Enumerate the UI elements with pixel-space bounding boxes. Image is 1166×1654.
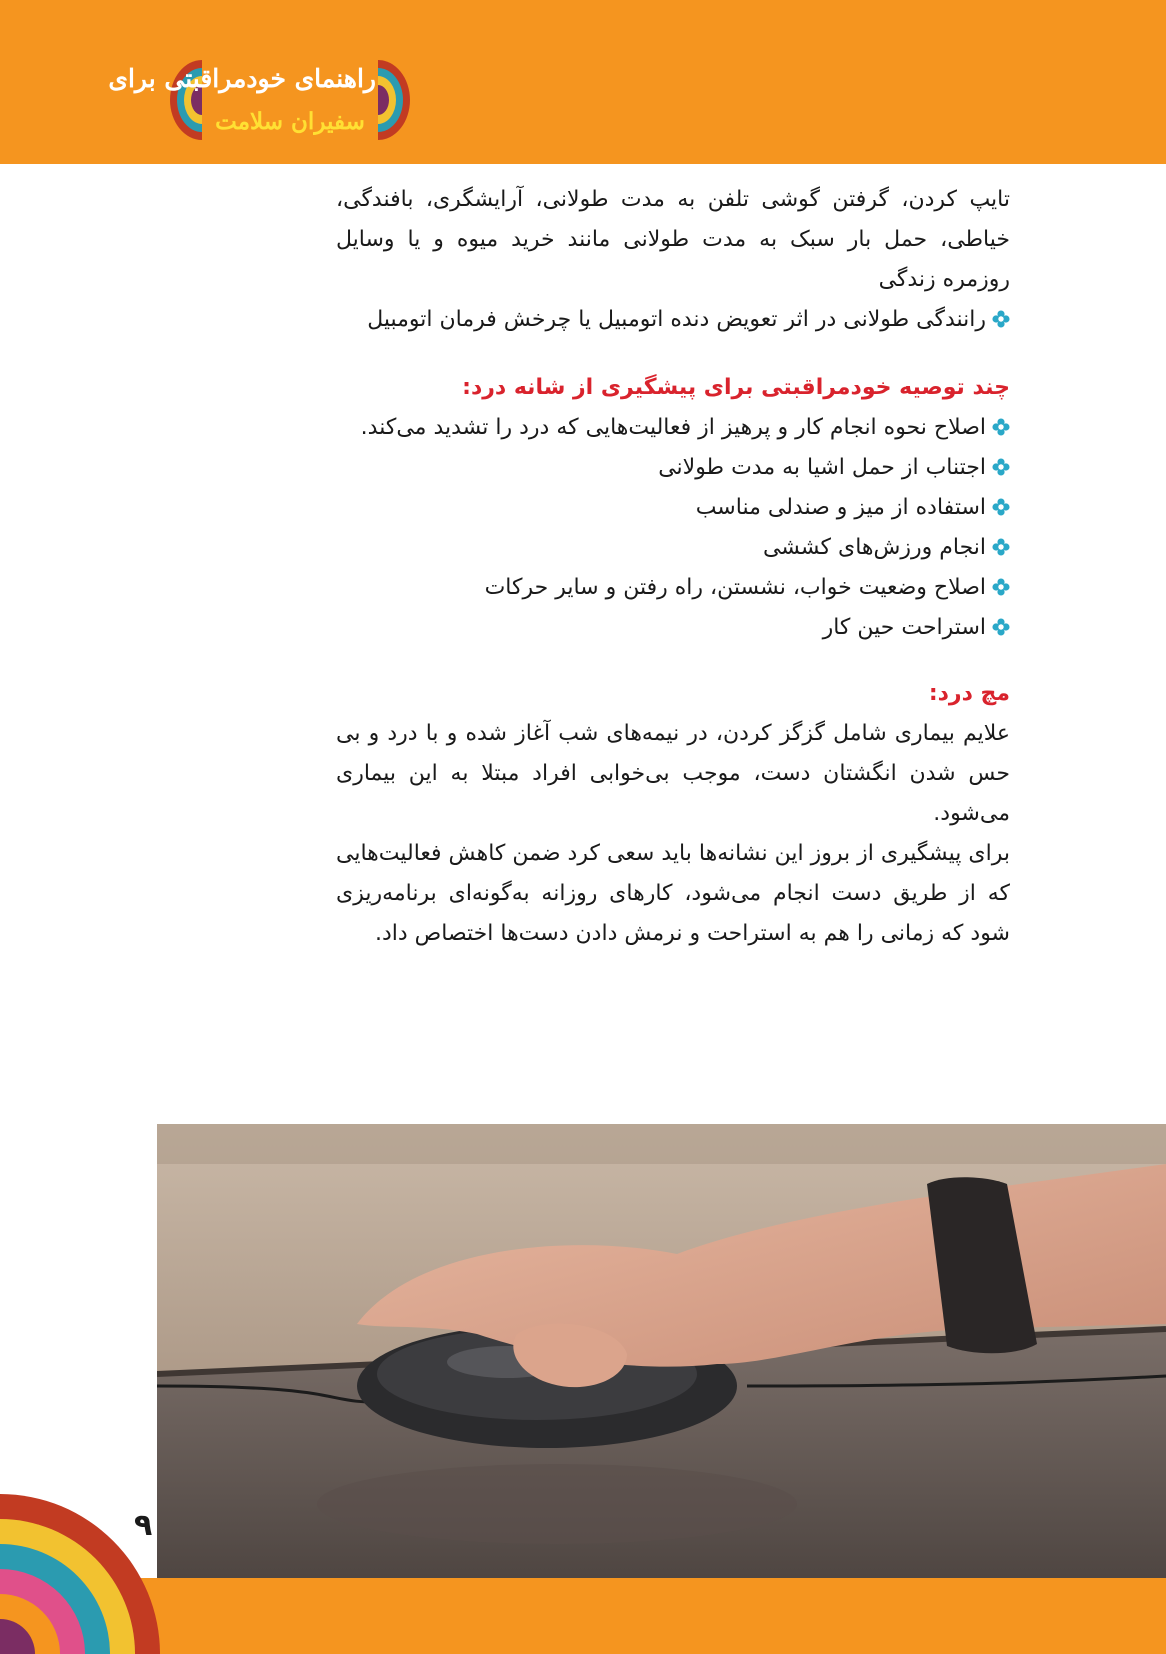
- activities-paragraph: تایپ کردن، گرفتن گوشی تلفن به مدت طولانی، آرایشگری، بافندگی، خیاطی، حمل بار سبک به مدت طولانی مانند خرید میوه و یا وسایل روزمره زندگی: [336, 187, 1010, 292]
- page-content: [336, 180, 1010, 954]
- mandala-right-icon: [378, 58, 412, 142]
- page-number: ۹: [134, 1508, 153, 1543]
- wrist-prevention-paragraph: برای پیشگیری از بروز این نشانه‌ها باید سعی کرد ضمن کاهش فعالیت‌هایی که از طریق دست انجام می‌شود، کارهای روزانه به‌گونه‌ای برنامه‌ریزی شود که زمانی را هم به استراحت و نرمش دادن دست‌ها اختصاص داد.: [336, 841, 1010, 946]
- footer-band: [0, 1578, 1166, 1654]
- list-item-text: اصلاح نحوه انجام کار و پرهیز از فعالیت‌هایی که درد را تشدید می‌کند.: [360, 415, 986, 440]
- flower-bullet-icon: [992, 418, 1010, 436]
- flower-bullet-icon: [992, 458, 1010, 476]
- list-item-text: اصلاح وضعیت خواب، نشستن، راه رفتن و سایر حرکات: [484, 575, 986, 600]
- logo-subtitle: سفیران سلامت: [215, 108, 365, 135]
- hand-on-mouse-photo: [157, 1124, 1166, 1578]
- list-item: [336, 408, 1010, 448]
- list-item: [336, 300, 1010, 340]
- flower-bullet-icon: [992, 310, 1010, 328]
- list-item: [336, 488, 1010, 528]
- flower-bullet-icon: [992, 618, 1010, 636]
- list-item: [336, 448, 1010, 488]
- book-logo: [108, 50, 412, 146]
- wrist-symptoms-paragraph: علایم بیماری شامل گزگز کردن، در نیمه‌های شب آغاز شده و با درد و بی حس شدن انگشتان دست، موجب بی‌خوابی افراد مبتلا به این بیماری می‌شود.: [336, 721, 1010, 826]
- list-item: [336, 608, 1010, 648]
- list-item-text: رانندگی طولانی در اثر تعویض دنده اتومبیل یا چرخش فرمان اتومبیل: [367, 307, 986, 332]
- shoulder-tips-list: [336, 408, 1010, 648]
- list-item: [336, 528, 1010, 568]
- list-item-text: اجتناب از حمل اشیا به مدت طولانی: [658, 455, 986, 480]
- flower-bullet-icon: [992, 538, 1010, 556]
- wrist-heading: مچ درد:: [928, 681, 1010, 706]
- flower-bullet-icon: [992, 578, 1010, 596]
- list-item-text: استراحت حین کار: [822, 615, 986, 640]
- driving-list: [336, 300, 1010, 340]
- shoulder-heading: چند توصیه خودمراقبتی برای پیشگیری از شانه درد:: [462, 375, 1010, 400]
- flower-bullet-icon: [992, 498, 1010, 516]
- list-item: [336, 568, 1010, 608]
- logo-title: راهنمای خودمراقبتی برای: [108, 64, 376, 93]
- list-item-text: انجام ورزش‌های کششی: [762, 535, 986, 560]
- list-item-text: استفاده از میز و صندلی مناسب: [695, 495, 986, 520]
